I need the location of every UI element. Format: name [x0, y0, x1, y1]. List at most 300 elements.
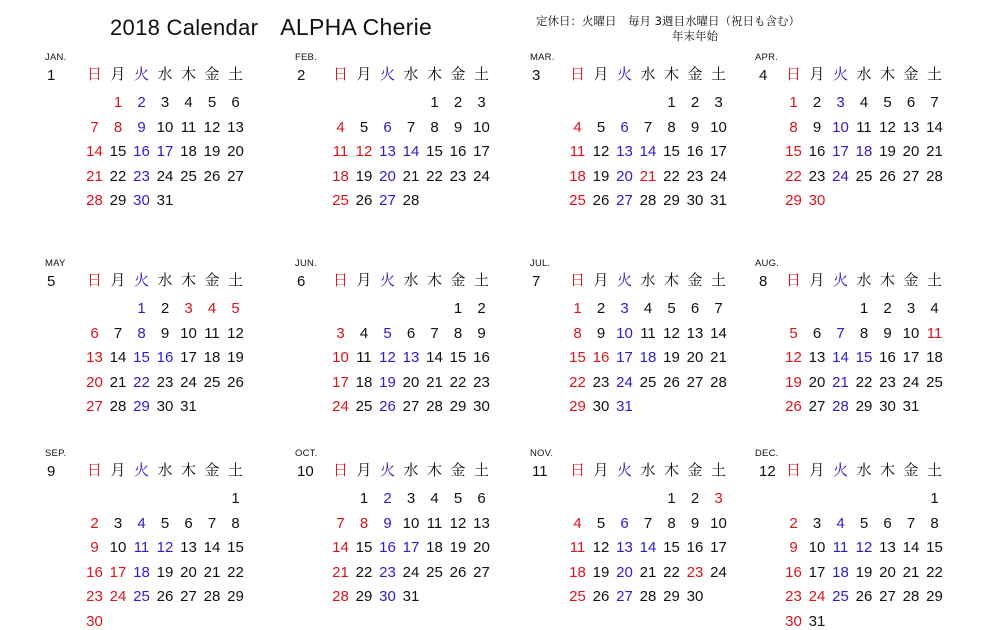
day-cell: 25 — [426, 563, 443, 581]
weekday-header: 火 — [133, 271, 149, 289]
day-cell: 4 — [930, 300, 939, 317]
day-cell: 10 — [402, 514, 420, 532]
day-cell: 3 — [906, 300, 916, 317]
day-cell: 9 — [883, 324, 892, 342]
month-number: 1 — [47, 67, 56, 84]
day-cell: 24 — [156, 167, 174, 185]
day-cell: 11 — [332, 143, 349, 160]
day-cell: 18 — [926, 349, 943, 366]
day-cell: 1 — [231, 490, 240, 507]
day-cell: 19 — [855, 563, 873, 581]
day-cell: 25 — [133, 588, 150, 605]
weekday-header: 金 — [204, 461, 220, 479]
day-cell: 26 — [785, 398, 802, 415]
weekday-header: 月 — [809, 65, 825, 83]
day-cell: 27 — [402, 398, 420, 415]
day-cell: 10 — [616, 324, 633, 342]
day-cell: 7 — [906, 514, 916, 532]
day-cell: 13 — [180, 539, 197, 556]
day-cell: 2 — [690, 94, 700, 111]
day-cell: 28 — [926, 167, 943, 185]
day-cell: 30 — [879, 398, 896, 415]
day-cell: 17 — [710, 539, 727, 556]
day-cell: 13 — [473, 514, 490, 532]
day-cell: 9 — [789, 539, 798, 556]
day-cell: 18 — [639, 349, 657, 366]
day-cell: 8 — [573, 324, 582, 342]
day-cell: 10 — [902, 324, 920, 342]
day-cell: 17 — [332, 373, 349, 391]
calendar-title — [110, 14, 432, 41]
month-number: 3 — [532, 67, 541, 84]
day-cell: 28 — [86, 192, 103, 209]
day-cell: 31 — [402, 588, 420, 605]
day-cell: 4 — [643, 300, 653, 317]
day-cell: 30 — [808, 192, 826, 209]
day-cell: 17 — [808, 563, 826, 581]
day-cell: 18 — [355, 373, 373, 391]
day-cell: 18 — [569, 563, 586, 581]
day-cell: 26 — [879, 167, 896, 185]
day-cell: 14 — [203, 539, 221, 556]
day-cell: 16 — [473, 349, 490, 366]
day-cell: 30 — [86, 612, 103, 630]
day-cell: 16 — [449, 143, 467, 160]
day-cell: 20 — [616, 167, 633, 185]
weekday-header: 火 — [379, 271, 395, 289]
weekday-header: 土 — [926, 461, 942, 479]
weekday-header: 月 — [356, 271, 372, 289]
day-cell: 12 — [879, 118, 896, 136]
day-cell: 1 — [667, 94, 676, 111]
day-cell: 9 — [137, 118, 146, 136]
day-cell: 17 — [902, 349, 920, 366]
day-cell: 24 — [402, 563, 420, 581]
day-cell: 30 — [592, 398, 610, 415]
weekday-header: 月 — [356, 461, 372, 479]
day-cell: 22 — [109, 167, 127, 185]
day-cell: 8 — [859, 324, 869, 342]
month-7 — [530, 258, 735, 415]
weekday-header: 火 — [616, 461, 632, 479]
day-cell: 5 — [883, 94, 892, 111]
day-cell: 6 — [906, 94, 916, 111]
day-cell: 4 — [836, 514, 845, 532]
month-number: 11 — [532, 463, 548, 480]
day-cell: 7 — [430, 324, 439, 342]
day-cell: 19 — [785, 373, 802, 391]
day-cell: 2 — [383, 490, 392, 507]
day-cell: 5 — [359, 118, 369, 136]
day-cell: 29 — [355, 588, 373, 605]
day-cell: 17 — [616, 349, 633, 366]
day-cell: 11 — [133, 539, 150, 556]
day-cell: 11 — [180, 118, 197, 136]
day-cell: 18 — [133, 563, 150, 581]
day-cell: 7 — [406, 118, 416, 136]
day-cell: 19 — [592, 167, 610, 185]
month-10 — [295, 448, 500, 605]
day-cell: 18 — [180, 143, 197, 160]
day-cell: 26 — [227, 373, 244, 391]
day-cell: 16 — [379, 539, 396, 556]
day-cell: 4 — [859, 94, 869, 111]
day-cell: 26 — [855, 588, 873, 605]
day-cell: 11 — [856, 118, 872, 136]
weekday-header: 金 — [204, 65, 220, 83]
weekday-header: 木 — [180, 65, 196, 83]
weekday-header: 木 — [663, 271, 679, 289]
weekday-header: 金 — [903, 461, 919, 479]
day-cell: 5 — [667, 300, 676, 317]
day-cell: 27 — [86, 398, 103, 415]
day-cell: 27 — [686, 373, 704, 391]
day-cell: 12 — [449, 514, 467, 532]
day-cell: 8 — [137, 324, 146, 342]
day-cell: 3 — [477, 94, 486, 111]
day-cell: 15 — [355, 539, 373, 556]
day-cell: 23 — [379, 563, 396, 581]
day-cell: 14 — [109, 349, 127, 366]
weekday-header: 火 — [133, 65, 149, 83]
weekday-header: 月 — [809, 271, 825, 289]
day-cell: 15 — [663, 539, 680, 556]
month-6 — [295, 258, 500, 415]
day-cell: 29 — [569, 398, 586, 415]
month-9 — [45, 448, 250, 630]
day-cell: 2 — [90, 514, 99, 532]
day-cell: 21 — [86, 167, 103, 185]
day-cell: 8 — [453, 324, 463, 342]
day-cell: 12 — [663, 324, 680, 342]
day-cell: 26 — [592, 192, 610, 209]
day-cell: 29 — [663, 588, 680, 605]
day-cell: 9 — [90, 539, 99, 556]
day-cell: 22 — [569, 373, 586, 391]
day-cell: 10 — [109, 539, 127, 556]
day-cell: 6 — [620, 514, 629, 532]
day-cell: 10 — [710, 118, 727, 136]
day-cell: 8 — [930, 514, 939, 532]
day-cell: 25 — [203, 373, 221, 391]
day-cell: 11 — [640, 324, 656, 342]
month-abbr: NOV. — [530, 448, 554, 459]
day-cell: 14 — [426, 349, 443, 366]
day-cell: 6 — [477, 490, 486, 507]
month-5 — [45, 258, 250, 415]
day-cell: 1 — [930, 490, 939, 507]
weekday-header: 火 — [832, 461, 848, 479]
day-cell: 23 — [449, 167, 467, 185]
weekday-header: 木 — [180, 271, 196, 289]
day-cell: 20 — [616, 563, 633, 581]
day-cell: 10 — [832, 118, 849, 136]
day-cell: 28 — [109, 398, 127, 415]
day-cell: 28 — [203, 588, 221, 605]
day-cell: 20 — [402, 373, 420, 391]
day-cell: 3 — [812, 514, 822, 532]
day-cell: 24 — [832, 167, 849, 185]
day-cell: 4 — [336, 118, 345, 136]
day-cell: 24 — [473, 167, 490, 185]
day-cell: 6 — [620, 118, 629, 136]
month-number: 6 — [297, 273, 306, 290]
day-cell: 6 — [883, 514, 892, 532]
day-cell: 16 — [686, 143, 704, 160]
day-cell: 18 — [332, 167, 349, 185]
day-cell: 21 — [710, 349, 727, 366]
day-cell: 15 — [109, 143, 127, 160]
day-cell: 22 — [855, 373, 873, 391]
weekday-header: 土 — [926, 65, 942, 83]
day-cell: 31 — [616, 398, 633, 415]
day-cell: 2 — [477, 300, 486, 317]
day-cell: 21 — [426, 373, 443, 391]
month-4 — [755, 52, 960, 209]
day-cell: 12 — [379, 349, 396, 366]
day-cell: 9 — [160, 324, 170, 342]
day-cell: 6 — [812, 324, 822, 342]
day-cell: 14 — [86, 143, 103, 160]
weekday-header: 金 — [903, 65, 919, 83]
day-cell: 1 — [430, 94, 439, 111]
month-abbr: MAY — [45, 258, 66, 269]
day-cell: 7 — [113, 324, 123, 342]
day-cell: 17 — [473, 143, 490, 160]
day-cell: 29 — [855, 398, 873, 415]
day-cell: 30 — [686, 588, 704, 605]
day-cell: 13 — [616, 143, 633, 160]
day-cell: 8 — [667, 118, 676, 136]
day-cell: 18 — [203, 349, 221, 366]
day-cell: 7 — [90, 118, 99, 136]
day-cell: 20 — [686, 349, 704, 366]
day-cell: 27 — [902, 167, 920, 185]
day-cell: 4 — [207, 300, 217, 317]
weekday-header: 水 — [640, 65, 656, 83]
day-cell: 12 — [592, 539, 610, 556]
day-cell: 1 — [859, 300, 869, 317]
day-cell: 23 — [785, 588, 802, 605]
day-cell: 18 — [855, 143, 873, 160]
day-cell: 5 — [383, 324, 392, 342]
day-cell: 15 — [227, 539, 244, 556]
weekday-header: 土 — [473, 461, 489, 479]
day-cell: 17 — [832, 143, 849, 160]
day-cell: 25 — [180, 167, 197, 185]
weekday-header: 火 — [832, 65, 848, 83]
month-abbr: APR. — [755, 52, 778, 63]
weekday-header: 日 — [785, 271, 801, 289]
day-cell: 20 — [808, 373, 826, 391]
day-cell: 30 — [686, 192, 704, 209]
day-cell: 8 — [430, 118, 439, 136]
day-cell: 25 — [332, 192, 349, 209]
day-cell: 14 — [902, 539, 920, 556]
weekday-header: 月 — [593, 461, 609, 479]
day-cell: 1 — [359, 490, 369, 507]
day-cell: 23 — [592, 373, 610, 391]
day-cell: 19 — [156, 563, 174, 581]
day-cell: 27 — [379, 192, 396, 209]
day-cell: 13 — [902, 118, 920, 136]
month-number: 9 — [47, 463, 56, 480]
day-cell: 29 — [449, 398, 467, 415]
weekday-header: 日 — [785, 461, 801, 479]
weekday-header: 土 — [710, 461, 726, 479]
day-cell: 13 — [686, 324, 704, 342]
day-cell: 7 — [930, 94, 939, 111]
brand-name: ALPHA Cherie — [280, 14, 433, 40]
day-cell: 21 — [109, 373, 127, 391]
day-cell: 11 — [569, 143, 586, 160]
day-cell: 6 — [383, 118, 392, 136]
weekday-header: 日 — [332, 65, 348, 83]
day-cell: 19 — [227, 349, 244, 366]
day-cell: 22 — [133, 373, 150, 391]
day-cell: 4 — [573, 514, 582, 532]
weekday-header: 月 — [356, 65, 372, 83]
day-cell: 16 — [156, 349, 174, 366]
day-cell: 11 — [569, 539, 586, 556]
day-cell: 12 — [156, 539, 174, 556]
day-cell: 9 — [812, 118, 822, 136]
day-cell: 8 — [789, 118, 798, 136]
day-cell: 22 — [663, 563, 680, 581]
day-cell: 5 — [789, 324, 798, 342]
day-cell: 11 — [832, 539, 849, 556]
day-cell: 6 — [231, 94, 240, 111]
day-cell: 22 — [926, 563, 943, 581]
day-cell: 5 — [453, 490, 463, 507]
weekday-header: 水 — [856, 461, 872, 479]
day-cell: 5 — [160, 514, 170, 532]
day-cell: 16 — [592, 349, 610, 366]
day-cell: 18 — [426, 539, 443, 556]
day-cell: 10 — [332, 349, 349, 366]
day-cell: 1 — [667, 490, 676, 507]
day-cell: 31 — [710, 192, 727, 209]
day-cell: 15 — [855, 349, 873, 366]
day-cell: 4 — [184, 94, 193, 111]
day-cell: 9 — [477, 324, 486, 342]
weekday-header: 水 — [157, 461, 173, 479]
day-cell: 24 — [180, 373, 197, 391]
day-cell: 12 — [203, 118, 221, 136]
day-cell: 7 — [836, 324, 845, 342]
day-cell: 23 — [686, 167, 704, 185]
day-cell: 15 — [926, 539, 943, 556]
weekday-header: 金 — [903, 271, 919, 289]
weekday-header: 水 — [157, 271, 173, 289]
weekday-header: 水 — [403, 271, 419, 289]
day-cell: 26 — [355, 192, 373, 209]
day-cell: 6 — [184, 514, 193, 532]
month-abbr: SEP. — [45, 448, 67, 459]
month-number: 10 — [297, 463, 314, 480]
day-cell: 10 — [473, 118, 490, 136]
month-number: 8 — [759, 273, 768, 290]
month-3 — [530, 52, 735, 209]
day-cell: 27 — [473, 563, 490, 581]
day-cell: 26 — [379, 398, 396, 415]
day-cell: 11 — [426, 514, 443, 532]
day-cell: 13 — [227, 118, 244, 136]
day-cell: 16 — [808, 143, 826, 160]
day-cell: 9 — [596, 324, 606, 342]
day-cell: 29 — [926, 588, 943, 605]
day-cell: 1 — [113, 94, 123, 111]
day-cell: 20 — [180, 563, 197, 581]
weekday-header: 月 — [110, 461, 126, 479]
weekday-header: 土 — [227, 65, 243, 83]
weekday-header: 土 — [710, 65, 726, 83]
day-cell: 23 — [86, 588, 103, 605]
day-cell: 19 — [879, 143, 896, 160]
weekday-header: 木 — [426, 271, 442, 289]
day-cell: 14 — [402, 143, 420, 160]
month-12 — [755, 448, 960, 630]
day-cell: 29 — [785, 192, 802, 209]
day-cell: 3 — [160, 94, 170, 111]
day-cell: 11 — [356, 349, 372, 366]
day-cell: 24 — [710, 167, 727, 185]
day-cell: 23 — [156, 373, 174, 391]
day-cell: 22 — [785, 167, 802, 185]
day-cell: 20 — [86, 373, 103, 391]
day-cell: 15 — [663, 143, 680, 160]
day-cell: 2 — [137, 94, 146, 111]
day-cell: 6 — [406, 324, 416, 342]
weekday-header: 土 — [227, 461, 243, 479]
weekday-header: 水 — [856, 271, 872, 289]
day-cell: 11 — [926, 324, 943, 342]
day-cell: 12 — [592, 143, 610, 160]
day-cell: 21 — [926, 143, 943, 160]
day-cell: 15 — [569, 349, 586, 366]
day-cell: 24 — [902, 373, 920, 391]
weekday-header: 木 — [879, 461, 895, 479]
weekday-header: 日 — [569, 65, 585, 83]
day-cell: 2 — [690, 490, 700, 507]
month-abbr: DEC. — [755, 448, 779, 459]
day-cell: 21 — [639, 167, 657, 185]
day-cell: 2 — [160, 300, 170, 317]
day-cell: 17 — [710, 143, 727, 160]
day-cell: 22 — [355, 563, 373, 581]
day-cell: 3 — [836, 94, 845, 111]
holiday-note — [536, 14, 800, 44]
day-cell: 19 — [592, 563, 610, 581]
weekday-header: 土 — [926, 271, 942, 289]
day-cell: 25 — [855, 167, 873, 185]
month-abbr: JAN. — [45, 52, 67, 63]
day-cell: 10 — [808, 539, 826, 556]
day-cell: 25 — [832, 588, 849, 605]
day-cell: 16 — [686, 539, 704, 556]
weekday-header: 金 — [450, 65, 466, 83]
day-cell: 8 — [359, 514, 369, 532]
day-cell: 25 — [355, 398, 373, 415]
day-cell: 17 — [109, 563, 127, 581]
day-cell: 13 — [879, 539, 896, 556]
day-cell: 26 — [156, 588, 174, 605]
day-cell: 3 — [336, 324, 345, 342]
day-cell: 13 — [616, 539, 633, 556]
weekday-header: 金 — [450, 461, 466, 479]
weekday-header: 木 — [879, 271, 895, 289]
day-cell: 16 — [133, 143, 150, 160]
